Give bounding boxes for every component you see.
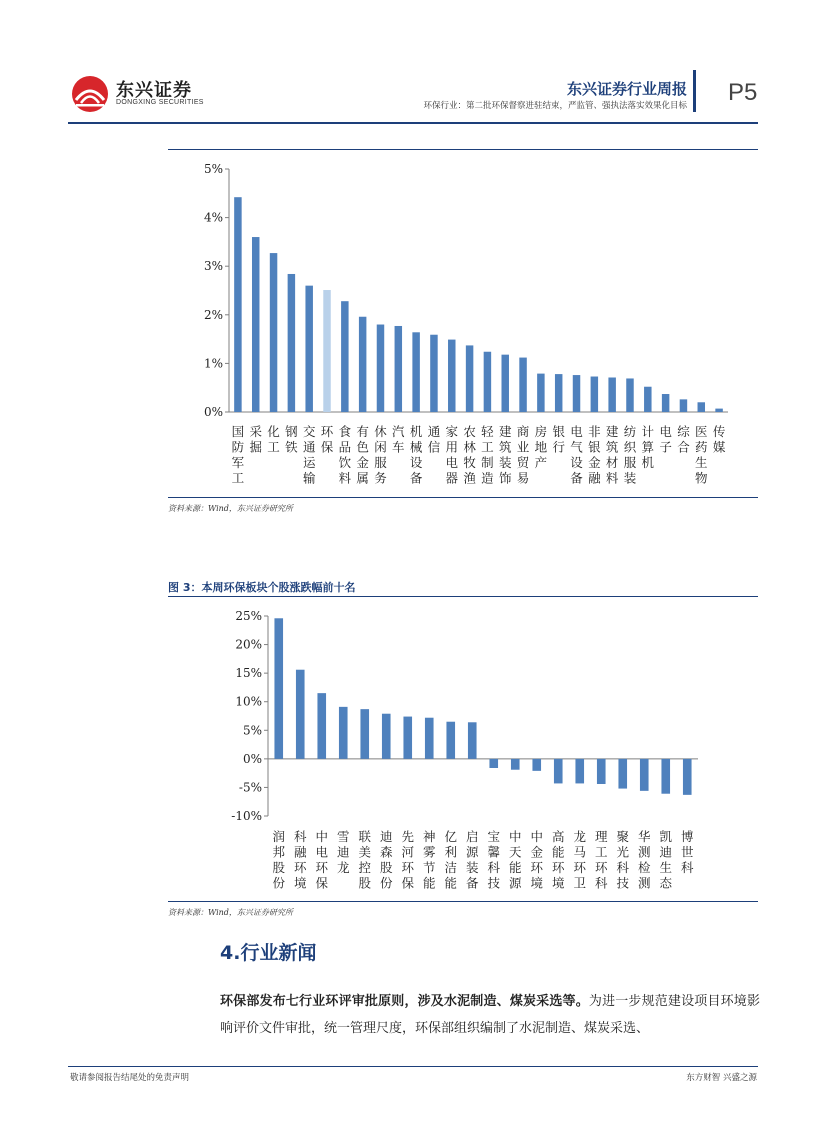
x-category-label: 非 <box>588 424 601 439</box>
x-category-label: 设 <box>570 455 583 470</box>
bar <box>532 759 541 771</box>
x-category-label: 雾 <box>422 844 436 860</box>
x-category-label: 工 <box>267 439 280 455</box>
bar <box>339 707 348 759</box>
x-category-label: 河 <box>401 844 415 860</box>
disclaimer-note: 敬请参阅报告结尾处的免责声明 <box>70 1073 190 1083</box>
x-category-label: 媒 <box>712 439 726 455</box>
x-category-label: 械 <box>409 439 423 455</box>
bar <box>425 718 434 759</box>
x-category-label: 商 <box>516 424 530 439</box>
x-category-label: 业 <box>516 439 530 455</box>
x-category-label: 计 <box>641 424 655 439</box>
x-category-label: 中 <box>530 829 544 844</box>
x-category-label: 森 <box>379 844 393 860</box>
x-category-label: 造 <box>481 470 494 486</box>
x-category-label: 联 <box>358 829 372 844</box>
x-category-label: 防 <box>231 439 245 455</box>
bar <box>403 717 412 759</box>
x-category-label: 合 <box>677 439 690 455</box>
x-category-label: 测 <box>637 875 651 891</box>
x-category-label: 工 <box>594 844 608 860</box>
x-category-label: 科 <box>487 860 501 875</box>
x-category-label: 设 <box>409 455 423 470</box>
x-category-label: 金 <box>588 455 601 470</box>
x-category-label: 亿 <box>444 829 458 844</box>
x-category-label: 备 <box>570 470 583 486</box>
x-category-label: 股 <box>272 860 286 875</box>
bar <box>382 714 391 759</box>
x-category-label: 传 <box>712 424 726 439</box>
x-category-label: 料 <box>605 470 619 486</box>
x-category-label: 气 <box>570 439 583 455</box>
x-category-label: 启 <box>465 829 479 844</box>
x-category-label: 迪 <box>659 844 673 860</box>
x-category-label: 务 <box>374 470 387 486</box>
x-category-label: 筑 <box>605 439 619 455</box>
bar <box>359 317 366 412</box>
x-category-label: 产 <box>534 455 548 470</box>
footer-slogan: 东方财智 兴盛之源 <box>686 1073 757 1083</box>
y-tick-label: 0% <box>242 751 262 766</box>
x-category-label: 化 <box>267 424 280 439</box>
y-tick-label: 25% <box>235 609 262 623</box>
x-category-label: 股 <box>358 875 372 891</box>
x-category-label: 综 <box>677 424 690 439</box>
x-category-label: 环 <box>320 424 334 439</box>
x-category-label: 国 <box>231 424 245 439</box>
x-category-label: 织 <box>623 439 637 455</box>
x-category-label: 高 <box>551 829 565 844</box>
x-category-label: 料 <box>338 470 352 486</box>
x-category-label: 金 <box>530 844 544 860</box>
bar <box>555 374 562 412</box>
x-category-label: 物 <box>695 470 708 486</box>
x-category-label: 科 <box>616 860 630 875</box>
x-category-label: 建 <box>498 424 512 439</box>
x-category-label: 美 <box>358 844 372 860</box>
y-tick-label: 3% <box>203 259 223 274</box>
x-category-label: 马 <box>573 844 587 860</box>
x-category-label: 器 <box>445 470 459 486</box>
bar <box>640 759 649 791</box>
x-category-label: 科 <box>680 860 694 875</box>
x-category-label: 中 <box>508 829 522 844</box>
bar <box>252 237 259 412</box>
x-category-label: 先 <box>401 829 415 844</box>
x-category-label: 聚 <box>616 829 630 844</box>
x-category-label: 纺 <box>623 424 637 439</box>
x-category-label: 份 <box>379 875 393 891</box>
y-tick-label: 15% <box>235 666 262 681</box>
x-category-label: 世 <box>680 844 694 860</box>
x-category-label: 洁 <box>444 860 458 875</box>
footer-rule <box>68 1066 758 1067</box>
x-category-label: 服 <box>623 455 637 470</box>
chart1-bottom-rule <box>168 497 758 498</box>
bar <box>698 402 705 412</box>
x-category-label: 牧 <box>463 455 476 470</box>
x-category-label: 中 <box>315 829 329 844</box>
x-category-label: 润 <box>272 829 286 844</box>
x-category-label: 色 <box>356 439 369 455</box>
x-category-label: 博 <box>680 829 694 844</box>
x-category-label: 运 <box>302 455 316 470</box>
x-category-label: 电 <box>315 844 329 860</box>
y-tick-label: -5% <box>238 780 262 795</box>
bar <box>341 301 348 412</box>
x-category-label: 饰 <box>498 470 512 486</box>
x-category-label: 算 <box>641 439 655 455</box>
x-category-label: 有 <box>356 424 369 439</box>
x-category-label: 制 <box>481 455 494 470</box>
x-category-label: 检 <box>637 860 651 875</box>
bar <box>430 335 437 412</box>
x-category-label: 能 <box>422 875 436 891</box>
x-category-label: 医 <box>695 424 708 439</box>
x-category-label: 用 <box>445 439 459 455</box>
x-category-label: 采 <box>249 424 262 439</box>
bar <box>683 759 692 795</box>
x-category-label: 汽 <box>392 424 405 439</box>
bar <box>591 377 598 412</box>
x-category-label: 行 <box>552 439 565 455</box>
x-category-label: 利 <box>444 844 458 860</box>
x-category-label: 电 <box>659 424 672 439</box>
x-category-label: 服 <box>374 455 387 470</box>
x-category-label: 境 <box>293 875 307 891</box>
x-category-label: 备 <box>465 875 479 891</box>
bar <box>296 670 305 759</box>
x-category-label: 工 <box>231 470 245 486</box>
bar <box>618 759 627 789</box>
bar <box>519 358 526 412</box>
x-category-label: 装 <box>498 455 512 470</box>
x-category-label: 电 <box>570 424 583 439</box>
bar <box>317 693 326 759</box>
y-tick-label: 20% <box>235 637 262 652</box>
y-tick-label: 10% <box>235 694 262 709</box>
bar <box>377 325 384 412</box>
x-category-label: 电 <box>445 455 459 470</box>
x-category-label: 交 <box>302 424 316 439</box>
x-category-label: 地 <box>534 439 548 455</box>
x-category-label: 农 <box>463 424 476 439</box>
x-category-label: 保 <box>401 875 415 891</box>
bar <box>323 290 330 412</box>
bar <box>715 409 722 412</box>
section-title: 4.行业新闻 <box>220 942 317 964</box>
x-category-label: 华 <box>637 829 651 844</box>
x-category-label: 迪 <box>379 829 393 844</box>
news-body: 为进一步规范建设项目环境影响评价文件审批，统一管理尺度，环保部组织编制了水泥制造、煤炭采选、 <box>220 994 760 1036</box>
y-tick-label: 0% <box>203 405 223 419</box>
logo-text-en: DONGXING SECURITIES <box>116 99 204 106</box>
bar <box>662 394 669 412</box>
x-category-label: 机 <box>409 424 423 439</box>
x-category-label: 环 <box>530 860 544 875</box>
x-category-label: 天 <box>508 844 522 860</box>
x-category-label: 装 <box>465 860 479 875</box>
x-category-label: 光 <box>616 844 630 860</box>
x-category-label: 易 <box>516 470 530 486</box>
x-category-label: 神 <box>422 829 436 844</box>
x-category-label: 融 <box>293 844 307 860</box>
x-category-label: 凯 <box>659 829 673 844</box>
x-category-label: 环 <box>315 860 329 875</box>
bar <box>484 352 491 412</box>
x-category-label: 房 <box>534 424 548 439</box>
y-tick-label: 4% <box>203 210 223 225</box>
x-category-label: 通 <box>427 424 441 439</box>
bar <box>446 722 455 759</box>
news-lead: 环保部发布七行业环评审批原则，涉及水泥制造、煤炭采选等。 <box>220 994 589 1009</box>
x-category-label: 军 <box>231 455 245 470</box>
x-category-label: 生 <box>659 860 673 875</box>
x-category-label: 科 <box>594 875 608 891</box>
company-logo <box>70 74 204 114</box>
report-subtitle: 环保行业：第二批环保督察进驻结束，严监管、强执法落实效果化目标 <box>423 101 687 111</box>
y-tick-label: 2% <box>203 307 223 322</box>
x-category-label: 保 <box>320 439 334 455</box>
x-category-label: 馨 <box>487 844 501 860</box>
x-category-label: 药 <box>695 439 708 455</box>
x-category-label: 龙 <box>336 860 350 875</box>
x-category-label: 能 <box>508 860 522 875</box>
bar <box>270 253 277 412</box>
bar <box>573 375 580 412</box>
x-category-label: 股 <box>379 860 393 875</box>
x-category-label: 卫 <box>573 875 587 891</box>
x-category-label: 轻 <box>481 424 494 439</box>
x-category-label: 机 <box>641 455 655 470</box>
x-category-label: 态 <box>659 875 673 891</box>
x-category-label: 环 <box>594 860 608 875</box>
x-category-label: 休 <box>374 424 387 439</box>
x-category-label: 宝 <box>487 829 501 844</box>
x-category-label: 龙 <box>573 829 587 844</box>
x-category-label: 控 <box>358 860 372 875</box>
bar <box>466 345 473 412</box>
x-category-label: 能 <box>444 875 458 891</box>
x-category-label: 科 <box>293 829 307 844</box>
bar <box>554 759 563 784</box>
x-category-label: 测 <box>637 844 651 860</box>
bar <box>537 374 544 412</box>
x-category-label: 环 <box>573 860 587 875</box>
header-rule <box>68 122 758 124</box>
x-category-label: 源 <box>465 844 479 860</box>
x-category-label: 铁 <box>285 439 298 455</box>
header-divider <box>693 70 696 112</box>
x-category-label: 融 <box>588 470 601 486</box>
x-category-label: 输 <box>302 470 316 486</box>
bar <box>680 399 687 412</box>
bar <box>608 377 615 412</box>
y-tick-label: 5% <box>203 162 223 176</box>
x-category-label: 银 <box>552 424 565 439</box>
x-category-label: 建 <box>605 424 619 439</box>
bar <box>274 618 283 759</box>
x-category-label: 材 <box>605 455 619 470</box>
bar <box>501 355 508 412</box>
x-category-label: 迪 <box>336 844 350 860</box>
bar <box>597 759 606 784</box>
x-category-label: 雪 <box>336 829 350 844</box>
x-category-label: 份 <box>272 875 286 891</box>
x-category-label: 渔 <box>463 470 476 486</box>
page-number: P5 <box>728 79 758 106</box>
bar <box>288 274 295 412</box>
news-paragraph <box>220 988 760 1042</box>
bar <box>626 378 633 412</box>
x-category-label: 品 <box>338 439 352 455</box>
x-category-label: 贸 <box>516 455 530 470</box>
bar <box>468 722 477 759</box>
x-category-label: 保 <box>315 875 329 891</box>
x-category-label: 通 <box>302 439 316 455</box>
bar <box>575 759 584 784</box>
x-category-label: 钢 <box>285 424 298 439</box>
bar <box>234 197 241 412</box>
bar <box>395 326 402 412</box>
x-category-label: 饮 <box>338 455 352 470</box>
x-category-label: 掘 <box>249 439 262 455</box>
x-category-label: 技 <box>487 875 501 891</box>
bar <box>661 759 670 794</box>
bar <box>305 286 312 412</box>
x-category-label: 林 <box>463 439 476 455</box>
x-category-label: 属 <box>356 470 369 486</box>
x-category-label: 环 <box>401 860 415 875</box>
x-category-label: 金 <box>356 455 369 470</box>
x-category-label: 食 <box>338 424 352 439</box>
y-tick-label: -10% <box>231 809 262 823</box>
bar <box>360 709 369 759</box>
logo-text-cn: 东兴证券 <box>116 80 192 101</box>
industry-bar-chart <box>168 150 760 495</box>
x-category-label: 理 <box>594 829 608 844</box>
x-category-label: 家 <box>445 424 459 439</box>
x-category-label: 技 <box>616 875 630 891</box>
x-category-label: 境 <box>530 875 544 891</box>
stock-bar-chart <box>168 597 760 897</box>
x-category-label: 环 <box>551 860 565 875</box>
logo-emblem-icon <box>70 74 114 114</box>
bar <box>511 759 520 770</box>
report-name: 东兴证券行业周报 <box>566 80 687 98</box>
bar <box>412 332 419 412</box>
x-category-label: 邦 <box>272 844 286 860</box>
x-category-label: 信 <box>427 439 441 455</box>
bar <box>489 759 498 768</box>
x-category-label: 能 <box>551 844 565 860</box>
x-category-label: 生 <box>695 455 708 470</box>
x-category-label: 备 <box>409 470 423 486</box>
x-category-label: 工 <box>481 439 494 455</box>
x-category-label: 子 <box>659 439 672 455</box>
x-category-label: 装 <box>623 470 637 486</box>
x-category-label: 环 <box>293 860 307 875</box>
figure-caption: 图 3：本周环保板块个股涨跌幅前十名 <box>168 581 356 594</box>
chart2-bottom-rule <box>168 901 758 902</box>
x-category-label: 车 <box>392 439 405 455</box>
y-tick-label: 5% <box>242 723 262 738</box>
x-category-label: 节 <box>422 860 436 875</box>
x-category-label: 闲 <box>374 439 387 455</box>
bar <box>448 340 455 412</box>
x-category-label: 银 <box>588 439 601 455</box>
x-category-label: 境 <box>551 875 565 891</box>
x-category-label: 源 <box>508 875 522 891</box>
bar <box>644 387 651 412</box>
chart1-source: 资料来源：Wind，东兴证券研究所 <box>168 504 293 513</box>
chart2-source: 资料来源：Wind，东兴证券研究所 <box>168 908 293 917</box>
y-tick-label: 1% <box>203 356 223 371</box>
x-category-label: 筑 <box>498 439 512 455</box>
